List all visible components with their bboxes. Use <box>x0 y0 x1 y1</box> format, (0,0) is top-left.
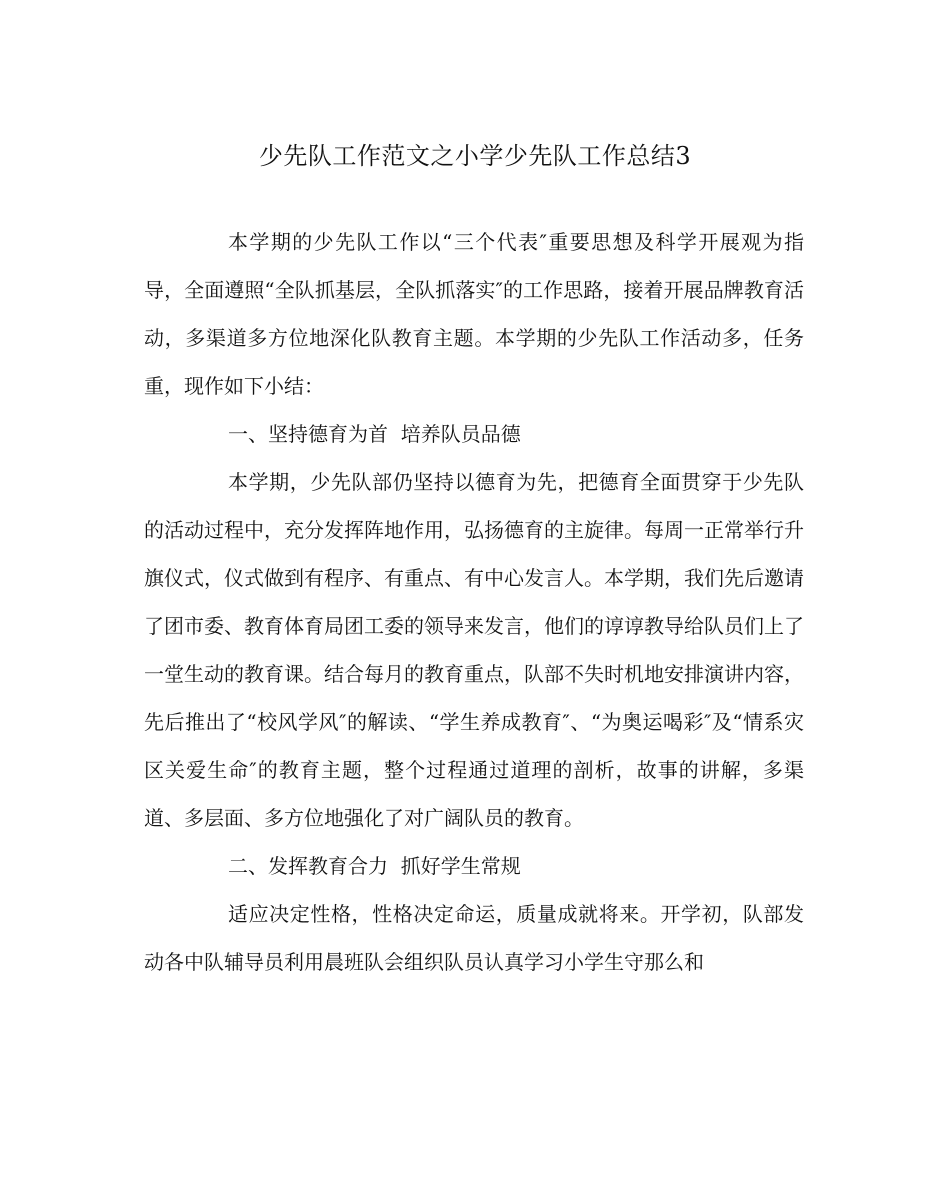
document-title: 少先队工作范文之小学少先队工作总结3 <box>258 142 692 170</box>
section-heading-2: 二、发挥教育合力 抓好学生常规 <box>228 854 521 878</box>
intro-paragraph: 本学期的少先队工作以“三个代表″重要思想及科学开展观为指导，全面遵照“全队抓基层，全队抓落实″的工作思路，接着开展品牌教育活动，多渠道多方位地深化队教育主题。本学期的少先队工作活动多，任务重，现作如下小结： <box>144 230 804 398</box>
section-1-paragraph: 本学期，少先队部仍坚持以德育为先，把德育全面贯穿于少先队的活动过程中，充分发挥阵地作用，弘扬德育的主旋律。每周一正常举行升旗仪式，仪式做到有程序、有重点、有中心发言人。本学期，我们先后邀请了团市委、教育体育局团工委的领导来发言，他们的谆谆教导给队员们上了一堂生动的教育课。结合每月的教育重点，队部不失时机地安排演讲内容，先后推出了“校风学风″的解读、“学生养成教育″、“为奥运喝彩″及“情系灾区关爱生命″的教育主题，整个过程通过道理的剖析，故事的讲解，多渠道、多层面、多方位地强化了对广阔队员的教育。 <box>144 470 804 830</box>
section-2-paragraph: 适应决定性格，性格决定命运，质量成就将来。开学初，队部发动各中队辅导员利用晨班队会组织队员认真学习小学生守那么和 <box>144 902 804 974</box>
section-heading-1: 一、坚持德育为首 培养队员品德 <box>228 422 521 446</box>
document-body <box>144 218 804 986</box>
